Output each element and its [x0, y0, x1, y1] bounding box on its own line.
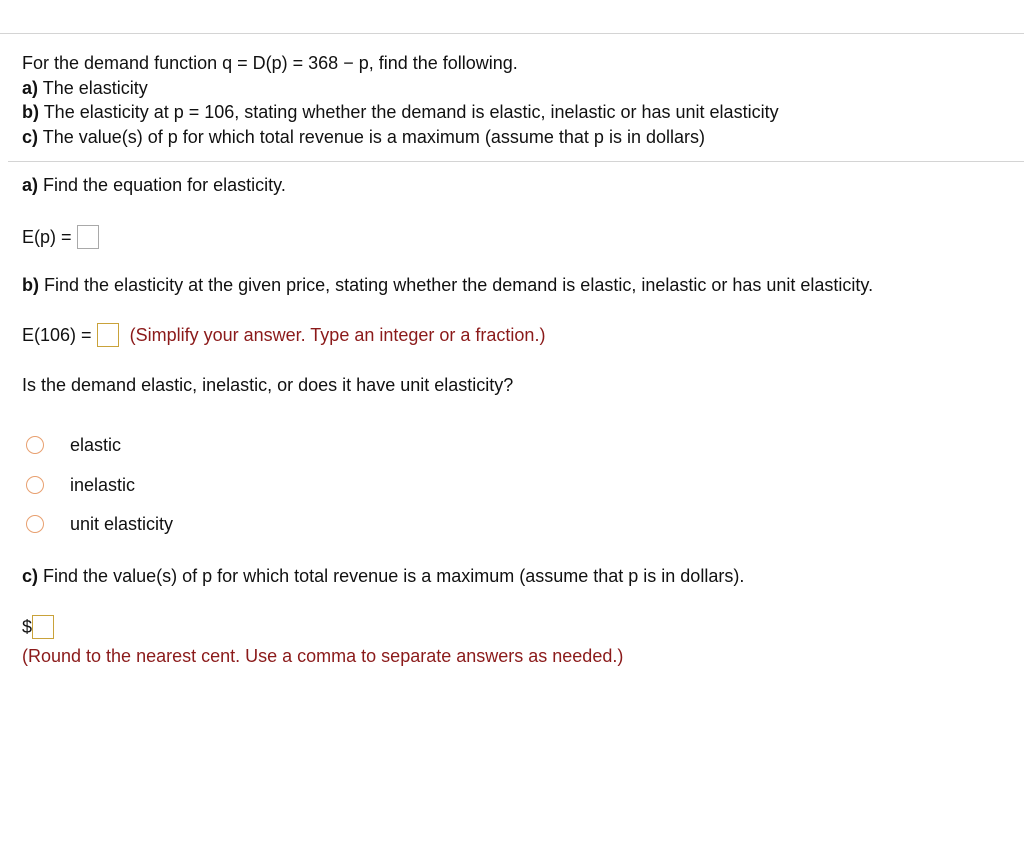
part-b-question: Is the demand elastic, inelastic, or does it have unit elasticity?	[22, 375, 514, 395]
currency-symbol: $	[22, 617, 33, 637]
radio-elastic[interactable]	[26, 436, 44, 454]
part-c-answer-row	[22, 615, 54, 639]
top-divider	[0, 33, 1024, 34]
radio-unit-elasticity[interactable]	[26, 515, 44, 533]
part-b-prompt: b) Find the elasticity at the given price, stating whether the demand is elastic, inelastic or has unit elasticity.	[22, 275, 874, 295]
part-a-equation: E(p) =	[22, 225, 99, 249]
problem-part-b: b) The elasticity at p = 106, stating whether the demand is elastic, inelastic or has unit elasticity	[22, 102, 779, 122]
radio-label-unit-elasticity[interactable]: unit elasticity	[70, 514, 174, 534]
problem-part-a: a) The elasticity	[22, 78, 148, 98]
elasticity-equation-input[interactable]	[77, 225, 99, 249]
part-c-hint: (Round to the nearest cent. Use a comma to separate answers as needed.)	[22, 646, 624, 666]
part-c-prompt: c) Find the value(s) of p for which total revenue is a maximum (assume that p is in dollars).	[22, 566, 745, 586]
problem-part-c: c) The value(s) of p for which total revenue is a maximum (assume that p is in dollars)	[22, 127, 705, 147]
elasticity-value-input[interactable]	[97, 323, 119, 347]
section-divider	[8, 161, 1024, 162]
part-a-prompt: a) Find the equation for elasticity.	[22, 175, 286, 195]
radio-label-inelastic[interactable]: inelastic	[70, 475, 136, 495]
problem-intro: For the demand function q = D(p) = 368 − p, find the following.	[22, 53, 518, 73]
revenue-price-input[interactable]	[32, 615, 54, 639]
radio-inelastic[interactable]	[26, 476, 44, 494]
radio-label-elastic[interactable]: elastic	[70, 435, 122, 455]
part-b-equation: E(106) = (Simplify your answer. Type an integer or a fraction.)	[22, 325, 546, 345]
part-b-hint: (Simplify your answer. Type an integer or a fraction.)	[129, 325, 546, 345]
